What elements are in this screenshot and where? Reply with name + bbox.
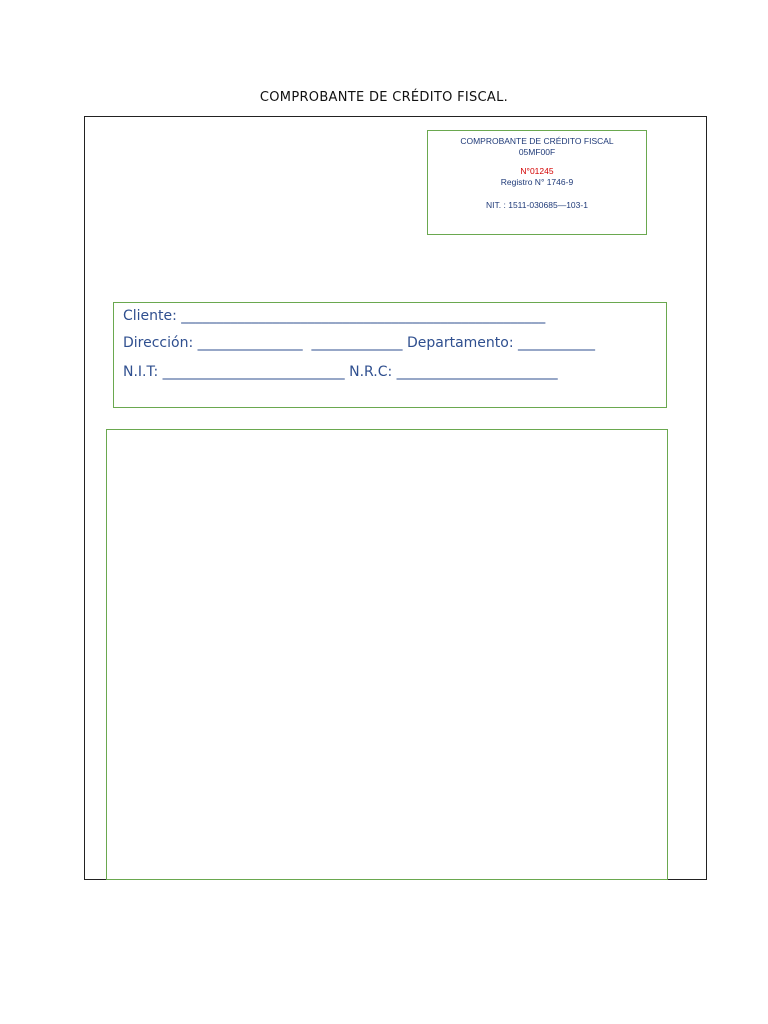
document-number: N°01245	[520, 166, 554, 176]
document-title: COMPROBANTE DE CRÉDITO FISCAL.	[259, 90, 509, 105]
registro-number: Registro N° 1746-9	[500, 177, 574, 187]
detail-content-box	[106, 429, 668, 880]
nit-nrc-field-line: N.I.T: __________________________ N.R.C: _______________________	[123, 364, 558, 380]
nit-number: NIT. : 1511-030685—103-1	[486, 200, 588, 210]
client-field-line: Cliente: ____________________________________________________	[123, 308, 546, 324]
header-box-code: 05MF00F	[518, 147, 556, 157]
fiscal-header-box	[427, 130, 647, 235]
client-info-box	[113, 302, 667, 408]
header-box-title: COMPROBANTE DE CRÉDITO FISCAL	[460, 136, 614, 146]
address-department-field-line: Dirección: _______________ _____________ Departamento: ___________	[123, 335, 596, 351]
